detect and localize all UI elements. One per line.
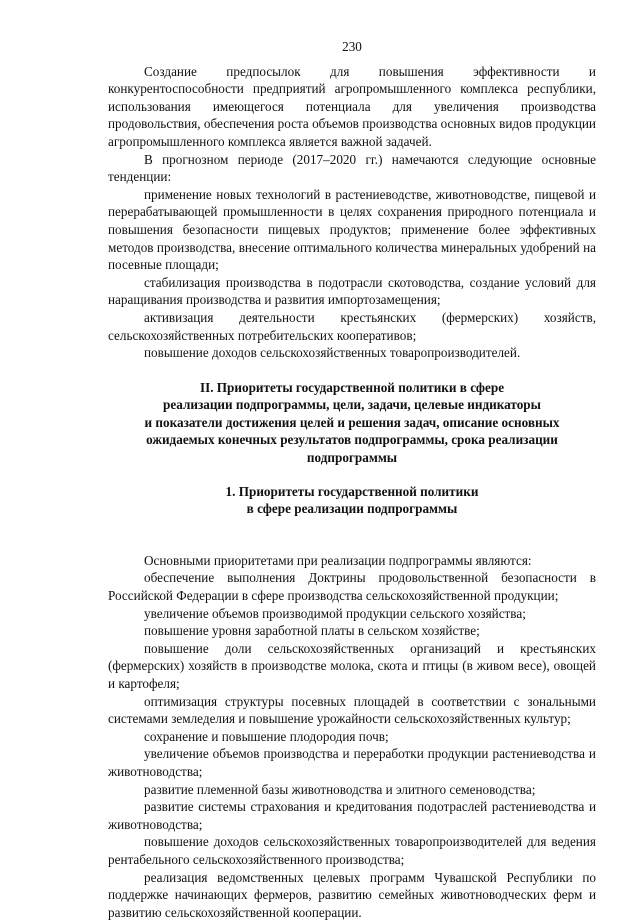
paragraph: применение новых технологий в растениеводстве, животноводстве, пищевой и перерабатывающей промышленности в целях сохранения природного потенциала и повышения безопасности пищевых продуктов; применение более эффективных методов производства, внесение оптимального количества минеральных удобрений на посевные площади; [108, 186, 596, 273]
document-page [108, 38, 596, 921]
paragraph: стабилизация производства в подотрасли скотоводства, создание условий для наращивания производства и развития импортозамещения; [108, 274, 596, 308]
subsection-heading [108, 483, 596, 518]
paragraph: оптимизация структуры посевных площадей в соответствии с зональными системами земледелия и повышение урожайности сельскохозяйственных культур; [108, 693, 596, 727]
section-heading-line: ожидаемых конечных результатов подпрограммы, срока реализации [146, 432, 558, 448]
section-heading-line: II. Приоритеты государственной политики в сфере [199, 379, 505, 395]
priorities-block [108, 552, 596, 921]
paragraph: повышение доходов сельскохозяйственных товаропроизводителей. [144, 345, 521, 361]
paragraph: увеличение объемов производства и переработки продукции растениеводства и животноводства; [108, 746, 596, 779]
paragraph: повышение уровня заработной платы в сельском хозяйстве; [144, 623, 480, 639]
paragraph: увеличение объемов производимой продукции сельского хозяйства; [144, 605, 526, 621]
paragraph: повышение доли сельскохозяйственных организаций и крестьянских (фермерских) хозяйств в производстве молока, скота и птицы (в живом весе), овощей и картофеля; [108, 640, 596, 691]
section-heading-line: реализации подпрограммы, цели, задачи, целевые индикаторы [163, 397, 541, 413]
paragraph: сохранение и повышение плодородия почв; [144, 728, 389, 744]
paragraph: Основными приоритетами при реализации подпрограммы являются: [144, 552, 532, 568]
page-number: 230 [342, 39, 362, 54]
section-heading [108, 379, 596, 467]
section-heading-line: подпрограммы [306, 450, 398, 466]
paragraph: обеспечение выполнения Доктрины продовольственной безопасности в Российской Федерации в сфере производства сельскохозяйственной продукции; [108, 570, 596, 604]
paragraph: повышение доходов сельскохозяйственных товаропроизводителей для ведения рентабельного сельскохозяйственного производства; [108, 834, 596, 867]
paragraph: В прогнозном периоде (2017–2020 гг.) намечаются следующие основные тенденции: [108, 151, 596, 185]
paragraph: развитие системы страхования и кредитования подотраслей растениеводства и животноводства; [108, 799, 596, 832]
paragraph: Создание предпосылок для повышения эффективности и конкурентоспособности предприятий агропромышленного комплекса республики, использования имеющегося потенциала для увеличения производства продовольствия, обеспечения роста объемов производства основных видов продукции агропромышленного комплекса является важной задачей. [108, 63, 596, 149]
intro-block [108, 63, 596, 362]
subsection-heading-line: в сфере реализации подпрограммы [246, 501, 458, 517]
paragraph: активизация деятельности крестьянских (фермерских) хозяйств, сельскохозяйственных потребительских кооперативов; [108, 309, 596, 343]
paragraph: развитие племенной базы животноводства и элитного семеноводства; [144, 781, 536, 797]
subsection-heading-line: 1. Приоритеты государственной политики [225, 483, 479, 499]
section-heading-line: и показатели достижения целей и решения задач, описание основных [144, 414, 560, 430]
paragraph: реализация ведомственных целевых программ Чувашской Республики по поддержке начинающих фермеров, развитию семейных животноводческих ферм и развитию сельскохозяйственной кооперации. [108, 869, 596, 920]
